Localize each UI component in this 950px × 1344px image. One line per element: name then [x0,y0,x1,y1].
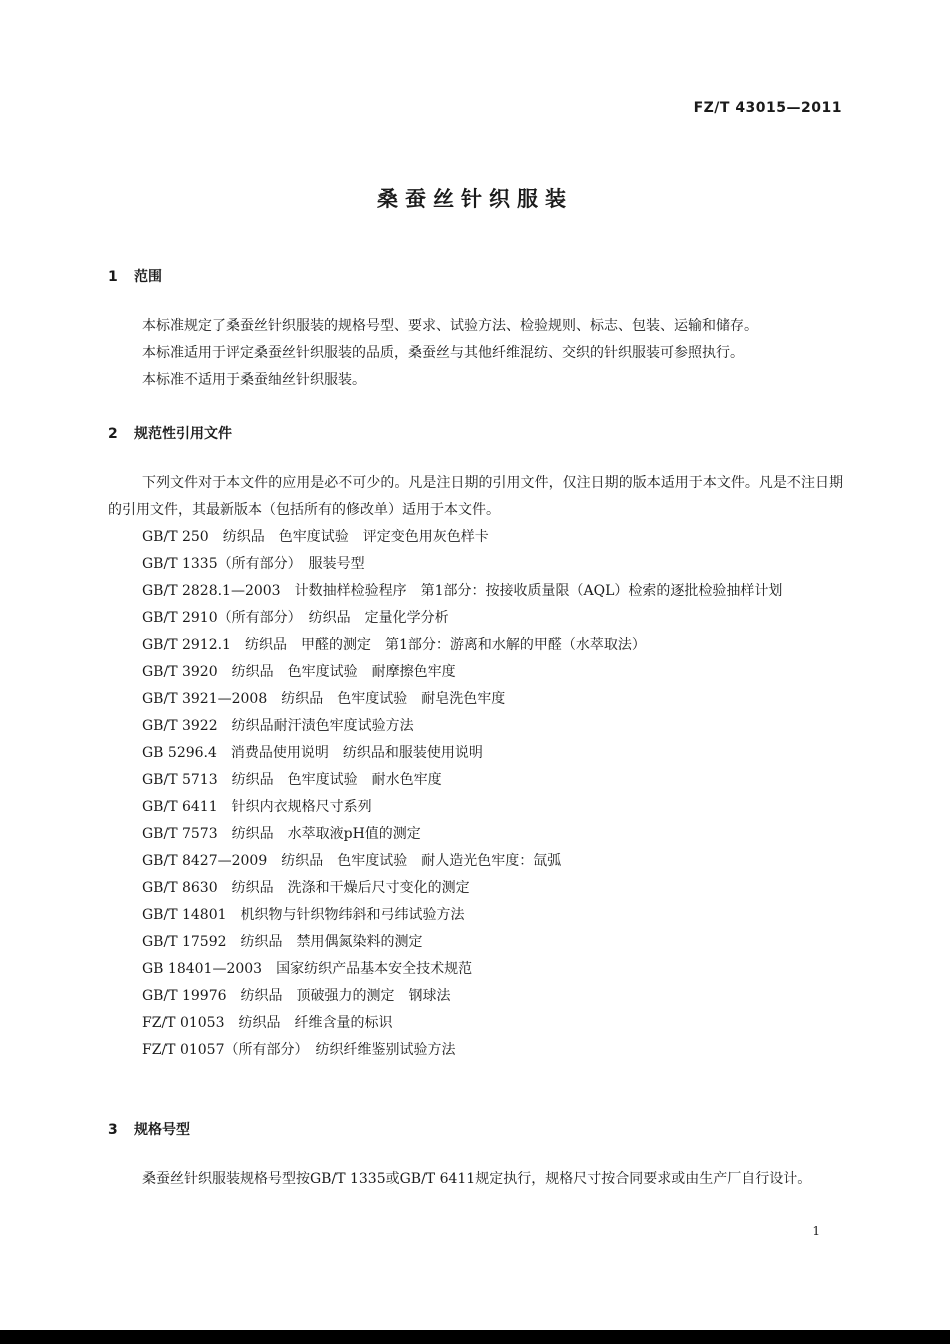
section-number: 2 [108,426,118,442]
reference-item: GB/T 14801 机织物与针织物纬斜和弓纬试验方法 [142,907,465,923]
paragraph: 本标准适用于评定桑蚕丝针织服装的品质，桑蚕丝与其他纤维混纺、交织的针织服装可参照执行。 [142,345,744,361]
section-3-heading [108,1119,190,1139]
page-number: 1 [812,1224,820,1238]
section-title: 规格号型 [134,1122,190,1138]
reference-item: GB/T 2828.1—2003 计数抽样检验程序 第1部分：按接收质量限（AQL）检索的逐批检验抽样计划 [142,583,783,599]
reference-list [108,524,843,1064]
reference-item: GB/T 17592 纺织品 禁用偶氮染料的测定 [142,934,423,950]
section-1-body [108,313,843,394]
section-title: 范围 [134,269,162,285]
reference-item: GB/T 7573 纺织品 水萃取液pH值的测定 [142,826,421,842]
reference-item: GB/T 250 纺织品 色牢度试验 评定变色用灰色样卡 [142,529,489,545]
reference-item: GB 18401—2003 国家纺织产品基本安全技术规范 [142,961,473,977]
section-number: 3 [108,1122,118,1138]
reference-item: GB/T 3920 纺织品 色牢度试验 耐摩擦色牢度 [142,664,456,680]
reference-item: GB/T 19976 纺织品 顶破强力的测定 钢球法 [142,988,451,1004]
reference-item: GB/T 5713 纺织品 色牢度试验 耐水色牢度 [142,772,442,788]
reference-item: GB/T 8427—2009 纺织品 色牢度试验 耐人造光色牢度：氙弧 [142,853,562,869]
reference-item: FZ/T 01053 纺织品 纤维含量的标识 [142,1015,393,1031]
bottom-rule [0,1330,950,1344]
reference-item: GB/T 3921—2008 纺织品 色牢度试验 耐皂洗色牢度 [142,691,506,707]
reference-item: GB 5296.4 消费品使用说明 纺织品和服装使用说明 [142,745,483,761]
reference-item: GB/T 1335（所有部分） 服装号型 [142,556,365,572]
document-title: 桑蚕丝针织服装 [377,187,573,211]
paragraph: 本标准不适用于桑蚕䌷丝针织服装。 [142,372,366,388]
section-1-heading [108,266,162,286]
section-number: 1 [108,269,118,285]
reference-item: GB/T 6411 针织内衣规格尺寸系列 [142,799,372,815]
reference-item: GB/T 2910（所有部分） 纺织品 定量化学分析 [142,610,449,626]
standard-code: FZ/T 43015—2011 [693,100,842,116]
paragraph: 本标准规定了桑蚕丝针织服装的规格号型、要求、试验方法、检验规则、标志、包装、运输和储存。 [142,318,758,334]
reference-item: GB/T 2912.1 纺织品 甲醛的测定 第1部分：游离和水解的甲醛（水萃取法） [142,637,646,653]
section-title: 规范性引用文件 [134,426,232,442]
reference-item: GB/T 8630 纺织品 洗涤和干燥后尺寸变化的测定 [142,880,470,896]
section-2-heading [108,423,232,443]
section-2-intro: 下列文件对于本文件的应用是必不可少的。凡是注日期的引用文件，仅注日期的版本适用于本文件。凡是不注日期的引用文件，其最新版本（包括所有的修改单）适用于本文件。 [108,475,843,518]
section-3-body: 桑蚕丝针织服装规格号型按GB/T 1335或GB/T 6411规定执行，规格尺寸按合同要求或由生产厂自行设计。 [142,1171,812,1187]
reference-item: GB/T 3922 纺织品耐汗渍色牢度试验方法 [142,718,414,734]
reference-item: FZ/T 01057（所有部分） 纺织纤维鉴别试验方法 [142,1042,456,1058]
